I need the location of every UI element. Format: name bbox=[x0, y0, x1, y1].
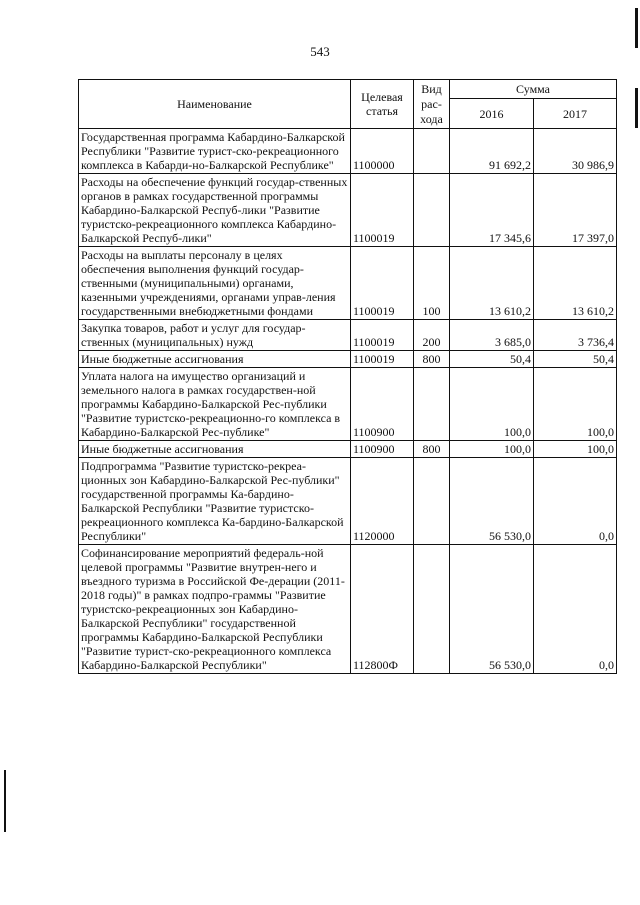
row-sum-2017: 3 736,4 bbox=[534, 320, 617, 351]
row-sum-2017: 0,0 bbox=[534, 458, 617, 545]
row-name: Софинансирование мероприятий федераль-ной целевой программы "Развитие внутрен-него и въездного туризма в Российской Фе-дерации (2011-2018 годы)" в рамках подпро-граммы "Развитие туристско-рекреационных зон Кабардино-Балкарской Республики" государственной программы Кабардино-Балкарской Республики "Развитие турист-ско-рекреационного комплекса Кабардино-Балкарской Республики" bbox=[79, 545, 351, 674]
row-sum-2016: 50,4 bbox=[450, 351, 534, 368]
row-target-article: 1100019 bbox=[351, 174, 414, 247]
row-name: Расходы на выплаты персоналу в целях обеспечения выполнения функций государ-ственными (муниципальными) органами, казенными учреждениями, органами управ-ления государственными внебюджетными фондами bbox=[79, 247, 351, 320]
row-sum-2017: 30 986,9 bbox=[534, 129, 617, 174]
scan-edge-mark bbox=[4, 770, 6, 832]
row-sum-2016: 13 610,2 bbox=[450, 247, 534, 320]
row-sum-2016: 17 345,6 bbox=[450, 174, 534, 247]
row-sum-2016: 100,0 bbox=[450, 441, 534, 458]
table-row bbox=[79, 458, 617, 545]
row-sum-2017: 17 397,0 bbox=[534, 174, 617, 247]
row-sum-2017: 13 610,2 bbox=[534, 247, 617, 320]
budget-table bbox=[78, 79, 617, 674]
header-expense-type: Вид рас-хода bbox=[414, 80, 450, 129]
row-name: Уплата налога на имущество организаций и земельного налога в рамках государствен-ной программы Кабардино-Балкарской Рес-публики "Развитие туристско-рекреационно-го комплекса в Кабардино-Балкарской Рес-публике" bbox=[79, 368, 351, 441]
table-row bbox=[79, 441, 617, 458]
row-expense-type bbox=[414, 458, 450, 545]
scan-edge-mark bbox=[635, 88, 638, 128]
table-row bbox=[79, 351, 617, 368]
row-target-article: 1100900 bbox=[351, 441, 414, 458]
row-sum-2017: 100,0 bbox=[534, 368, 617, 441]
row-sum-2016: 56 530,0 bbox=[450, 545, 534, 674]
row-sum-2016: 56 530,0 bbox=[450, 458, 534, 545]
row-name: Закупка товаров, работ и услуг для государ-ственных (муниципальных) нужд bbox=[79, 320, 351, 351]
row-target-article: 1100900 bbox=[351, 368, 414, 441]
table-row bbox=[79, 545, 617, 674]
row-sum-2017: 100,0 bbox=[534, 441, 617, 458]
row-expense-type: 800 bbox=[414, 351, 450, 368]
header-year-2017: 2017 bbox=[534, 99, 617, 129]
page-number: 543 bbox=[310, 44, 330, 59]
row-target-article: 1100019 bbox=[351, 320, 414, 351]
row-name: Подпрограмма "Развитие туристско-рекреа-ционных зон Кабардино-Балкарской Рес-публики" государственной программы Ка-бардино-Балкарской Республики "Развитие туристско-рекреационного комплекса Ка-бардино-Балкарской Республики" bbox=[79, 458, 351, 545]
row-target-article: 1100019 bbox=[351, 247, 414, 320]
scan-edge-mark bbox=[635, 8, 638, 48]
row-sum-2017: 0,0 bbox=[534, 545, 617, 674]
row-name: Государственная программа Кабардино-Балкарской Республики "Развитие турист-ско-рекреационного комплекса в Кабарди-но-Балкарской Республике" bbox=[79, 129, 351, 174]
row-target-article: 1120000 bbox=[351, 458, 414, 545]
table-row bbox=[79, 320, 617, 351]
row-expense-type: 100 bbox=[414, 247, 450, 320]
row-expense-type bbox=[414, 368, 450, 441]
row-target-article: 1100019 bbox=[351, 351, 414, 368]
row-name: Иные бюджетные ассигнования bbox=[79, 441, 351, 458]
header-year-2016: 2016 bbox=[450, 99, 534, 129]
row-name: Расходы на обеспечение функций государ-ственных органов в рамках государственной программы Кабардино-Балкарской Респуб-лики "Развитие туристско-рекреационного комплекса Кабардино-Балкарской Респуб-лики" bbox=[79, 174, 351, 247]
table-row bbox=[79, 247, 617, 320]
header-sum: Сумма bbox=[450, 80, 617, 99]
row-expense-type bbox=[414, 129, 450, 174]
row-target-article: 1100000 bbox=[351, 129, 414, 174]
row-sum-2016: 91 692,2 bbox=[450, 129, 534, 174]
table-row bbox=[79, 129, 617, 174]
row-expense-type bbox=[414, 174, 450, 247]
table-row bbox=[79, 174, 617, 247]
row-name: Иные бюджетные ассигнования bbox=[79, 351, 351, 368]
row-expense-type: 200 bbox=[414, 320, 450, 351]
header-name: Наименование bbox=[79, 80, 351, 129]
row-sum-2016: 100,0 bbox=[450, 368, 534, 441]
row-expense-type bbox=[414, 545, 450, 674]
row-target-article: 112800Ф bbox=[351, 545, 414, 674]
table-row bbox=[79, 368, 617, 441]
row-expense-type: 800 bbox=[414, 441, 450, 458]
header-target-article: Целевая статья bbox=[351, 80, 414, 129]
row-sum-2017: 50,4 bbox=[534, 351, 617, 368]
row-sum-2016: 3 685,0 bbox=[450, 320, 534, 351]
